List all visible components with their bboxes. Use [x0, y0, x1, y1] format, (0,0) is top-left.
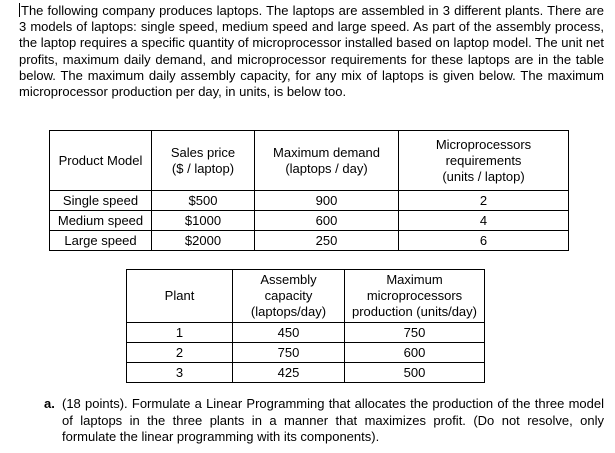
table-cell: 4 [399, 211, 569, 231]
table-cell: 500 [345, 363, 485, 383]
header-plant: Plant [127, 270, 233, 323]
table-cell: 6 [399, 231, 569, 251]
header-assembly-capacity: Assembly capacity (laptops/day) [233, 270, 345, 323]
table-row [127, 323, 485, 343]
text-cursor [19, 3, 20, 17]
table-cell: Medium speed [50, 211, 152, 231]
question-label: a. [44, 396, 55, 411]
table-cell: $1000 [152, 211, 255, 231]
table-cell: 900 [255, 191, 399, 211]
header-maximum-demand: Maximum demand (laptops / day) [255, 131, 399, 191]
table-row [50, 211, 569, 231]
table-header-row [127, 270, 485, 323]
table-cell: Large speed [50, 231, 152, 251]
table-row [127, 343, 485, 363]
product-models-table [49, 130, 569, 251]
table-cell: 450 [233, 323, 345, 343]
table-cell: $500 [152, 191, 255, 211]
table-cell: 750 [345, 323, 485, 343]
table-cell: $2000 [152, 231, 255, 251]
table-row [50, 231, 569, 251]
problem-statement [19, 3, 604, 100]
plants-table [126, 269, 485, 383]
table-cell: 600 [345, 343, 485, 363]
table-cell: 2 [127, 343, 233, 363]
header-product-model: Product Model [50, 131, 152, 191]
table-cell: 2 [399, 191, 569, 211]
table-cell: 750 [233, 343, 345, 363]
table-cell: 600 [255, 211, 399, 231]
header-microprocessor-requirements: Microprocessors requirements (units / laptop) [399, 131, 569, 191]
table-cell: 3 [127, 363, 233, 383]
table-cell: Single speed [50, 191, 152, 211]
table-header-row [50, 131, 569, 191]
table-row [127, 363, 485, 383]
table-row [50, 191, 569, 211]
problem-statement-text: The following company produces laptops. The laptops are assembled in 3 different plants. There are 3 models of laptops: single speed, medium speed and large speed. As part of the assembly process, the laptop requires a specific quantity of microprocessor installed based on laptop model. The unit net profits, maximum daily demand, and microprocessor requirements for these laptops are in the table below. The maximum daily assembly capacity, for any mix of laptops is given below. The maximum microprocessor production per day, in units, is below too. [19, 3, 604, 100]
question-text: (18 points). Formulate a Linear Programming that allocates the production of the three model of laptops in the three plants in a manner that maximizes profit. (Do not resolve, only formulate the linear programming with its components). [62, 396, 604, 444]
question-a [44, 396, 604, 446]
table-cell: 425 [233, 363, 345, 383]
header-max-microprocessors: Maximum microprocessors production (units/day) [345, 270, 485, 323]
table-cell: 1 [127, 323, 233, 343]
header-sales-price: Sales price ($ / laptop) [152, 131, 255, 191]
table-cell: 250 [255, 231, 399, 251]
